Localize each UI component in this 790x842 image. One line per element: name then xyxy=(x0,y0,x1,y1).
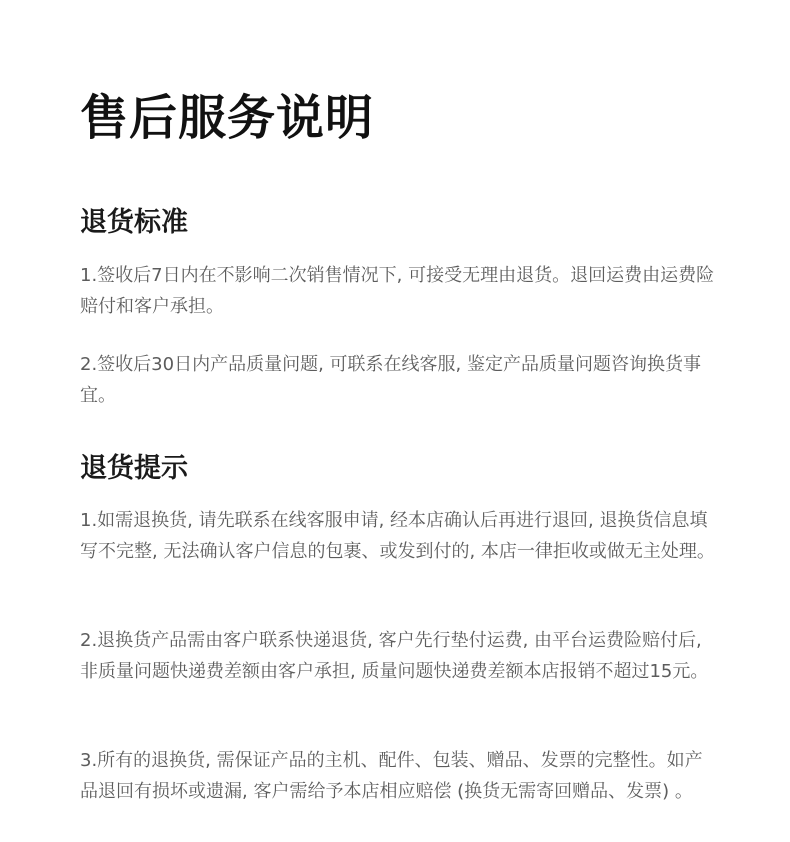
return-standard-item-1: 1.签收后7日内在不影响二次销售情况下, 可接受无理由退货。退回运费由运费险赔付和客户承担。 xyxy=(80,265,715,317)
return-standard-heading: 退货标准 xyxy=(80,207,188,238)
return-standard-item-2: 2.签收后30日内产品质量问题, 可联系在线客服, 鉴定产品质量问题咨询换货事宜。 xyxy=(80,354,701,406)
return-tips-heading: 退货提示 xyxy=(80,453,188,484)
return-tips-item-3: 3.所有的退换货, 需保证产品的主机、配件、包装、赠品、发票的完整性。如产品退回有损坏或遗漏, 客户需给予本店相应赔偿 (换货无需寄回赠品、发票) 。 xyxy=(80,750,703,802)
return-tips-item-2: 2.退换货产品需由客户联系快递退货, 客户先行垫付运费, 由平台运费险赔付后, 非质量问题快递费差额由客户承担, 质量问题快递费差额本店报销不超过15元。 xyxy=(80,630,709,682)
page-title: 售后服务说明 xyxy=(80,90,375,146)
return-tips-item-1: 1.如需退换货, 请先联系在线客服申请, 经本店确认后再进行退回, 退换货信息填写不完整, 无法确认客户信息的包裹、或发到付的, 本店一律拒收或做无主处理。 xyxy=(80,510,715,562)
